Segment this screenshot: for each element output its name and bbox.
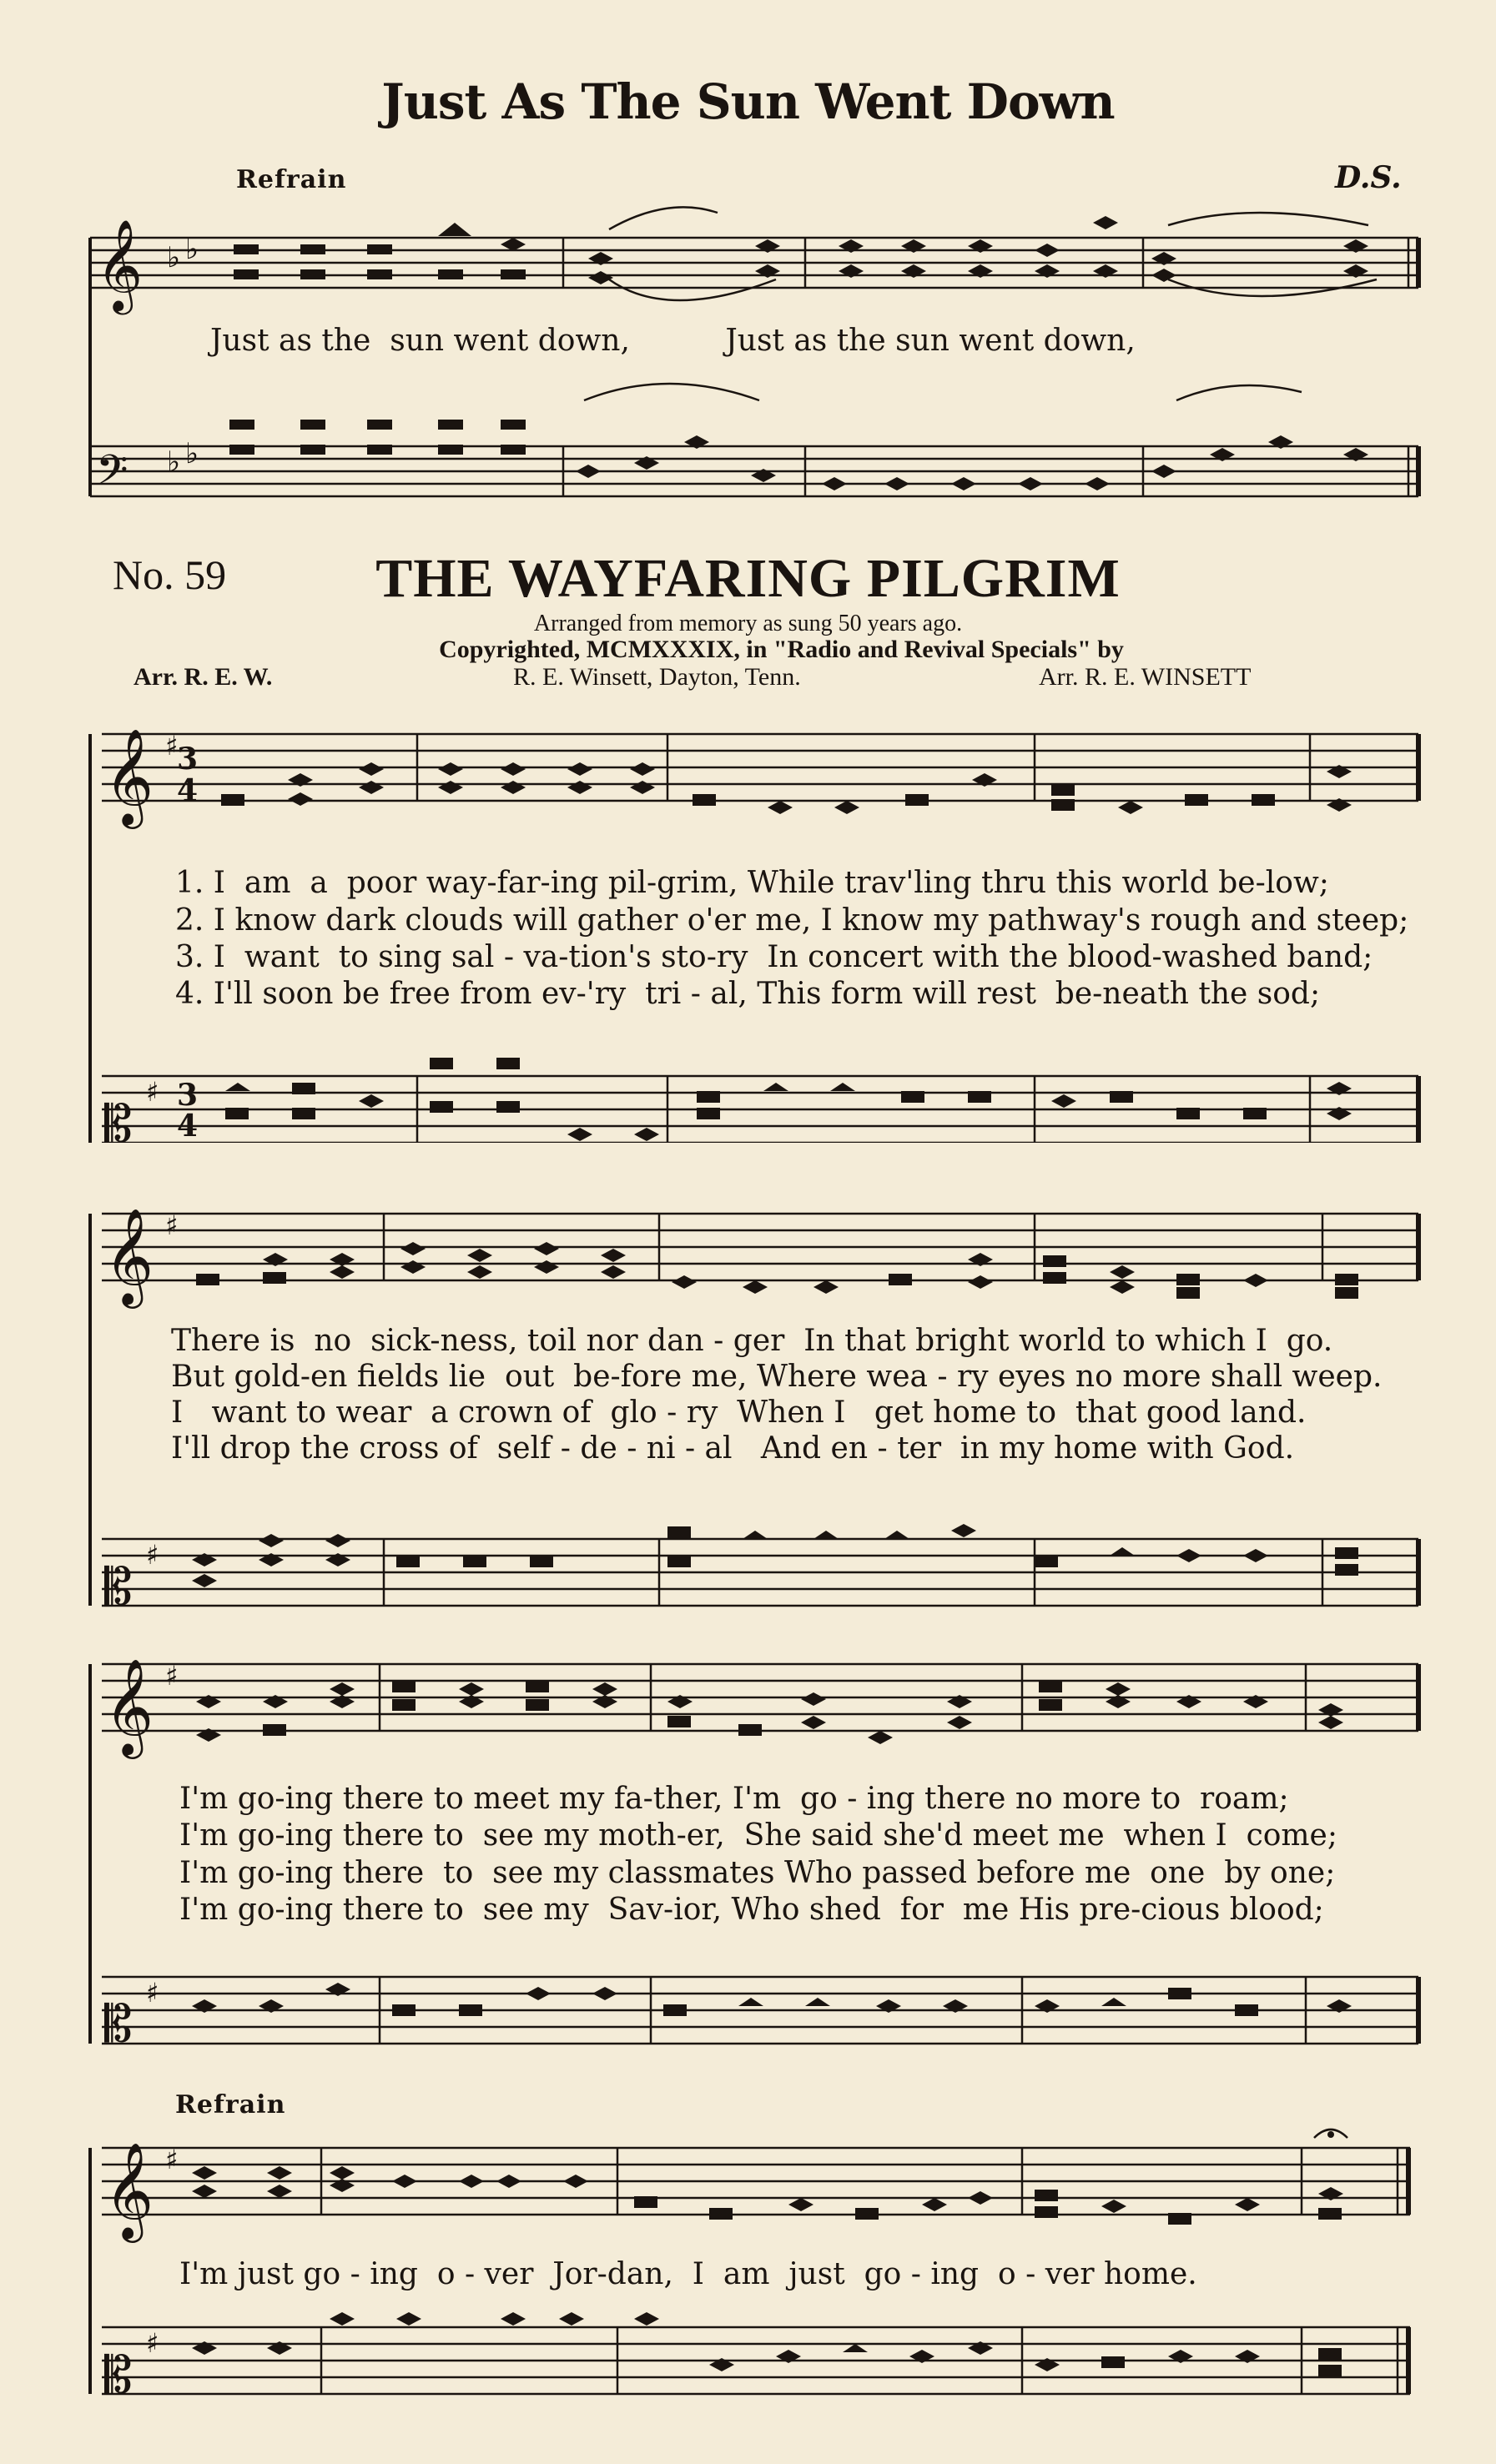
verse-line-2-1: There is no sick-ness, toil nor dan - ger In that bright world to which I go. <box>171 1324 1333 1358</box>
svg-text:3: 3 <box>177 742 199 777</box>
svg-text:♯: ♯ <box>146 1539 159 1571</box>
refrain-label: Refrain <box>175 2090 286 2120</box>
ds-label: D.S. <box>1335 160 1402 195</box>
arranger-right: Arr. R. E. WINSETT <box>1039 663 1252 691</box>
svg-text:4: 4 <box>177 773 199 808</box>
svg-text:♭: ♭ <box>185 233 199 266</box>
verse-line-3-3: I'm go-ing there to see my classmates Who passed before me one by one; <box>179 1856 1336 1890</box>
svg-text:♯: ♯ <box>165 2144 179 2175</box>
verse-line-2-3: I want to wear a crown of glo - ry When I get home to that good land. <box>171 1395 1307 1430</box>
verse-line-3-4: I'm go-ing there to see my Sav-ior, Who shed for me His pre-cious blood; <box>179 1893 1324 1927</box>
svg-text:𝄞: 𝄞 <box>96 219 144 311</box>
verse-line-3-2: I'm go-ing there to see my moth-er, She said she'd meet me when I come; <box>179 1818 1337 1853</box>
svg-text:𝄢: 𝄢 <box>96 446 128 505</box>
refrain-label-top: Refrain <box>236 165 347 194</box>
svg-text:♯: ♯ <box>165 1209 179 1241</box>
svg-text:𝄡: 𝄡 <box>104 1995 133 2054</box>
svg-text:𝄡: 𝄡 <box>104 1558 133 1617</box>
hymn-number: No. 59 <box>113 551 227 598</box>
arranger-left: Arr. R. E. W. <box>133 663 273 691</box>
verse-line-1-2: 2. I know dark clouds will gather o'er me, I know my pathway's rough and steep; <box>175 903 1409 938</box>
svg-text:𝄞: 𝄞 <box>104 727 154 825</box>
verse-line-1-3: 3. I want to sing sal - va-tion's sto-ry In concert with the blood-washed band; <box>175 940 1373 974</box>
svg-text:♯: ♯ <box>165 1660 179 1692</box>
svg-text:♭: ♭ <box>167 445 181 479</box>
svg-text:𝄡: 𝄡 <box>104 1095 133 1143</box>
svg-text:𝄡: 𝄡 <box>104 2346 133 2405</box>
svg-text:4: 4 <box>177 1109 199 1143</box>
verse-line-2-2: But gold-en fields lie out be-fore me, Where wea - ry eyes no more shall weep. <box>171 1360 1383 1394</box>
verse-line-3-1: I'm go-ing there to meet my fa-ther, I'm go - ing there no more to roam; <box>179 1782 1289 1816</box>
publisher: R. E. Winsett, Dayton, Tenn. <box>513 663 801 691</box>
hymn-title: THE WAYFARING PILGRIM <box>375 548 1121 609</box>
verse-line-1-4: 4. I'll soon be free from ev-'ry tri - al, This form will rest be-neath the sod; <box>175 977 1321 1011</box>
verse-line-1-1: 1. I am a poor way-far-ing pil-grim, While trav'ling thru this world be-low; <box>175 866 1329 900</box>
previous-hymn-lyric: Just as the sun went down, Just as the sun went down, <box>210 324 1136 358</box>
svg-text:3: 3 <box>177 1078 199 1113</box>
svg-text:𝄞: 𝄞 <box>104 1657 154 1755</box>
arranged-note: Arranged from memory as sung 50 years ago. <box>533 611 963 636</box>
svg-text:𝄞: 𝄞 <box>104 2141 154 2239</box>
refrain-lyric: I'm just go - ing o - ver Jor-dan, I am just go - ing o - ver home. <box>179 2257 1197 2291</box>
svg-text:♯: ♯ <box>165 730 179 762</box>
svg-text:𝄞: 𝄞 <box>104 1207 154 1305</box>
copyright-line: Copyrighted, MCMXXXIX, in "Radio and Revival Specials" by <box>439 636 1124 663</box>
svg-text:♭: ♭ <box>167 241 181 274</box>
previous-hymn-title: Just As The Sun Went Down <box>381 73 1115 130</box>
svg-text:♭: ♭ <box>185 437 199 470</box>
verse-line-2-4: I'll drop the cross of self - de - ni - al And en - ter in my home with God. <box>171 1431 1295 1466</box>
svg-text:♯: ♯ <box>146 1076 159 1108</box>
previous-hymn-score <box>0 188 1496 538</box>
svg-text:♯: ♯ <box>146 2327 159 2359</box>
svg-text:♯: ♯ <box>146 1977 159 2009</box>
